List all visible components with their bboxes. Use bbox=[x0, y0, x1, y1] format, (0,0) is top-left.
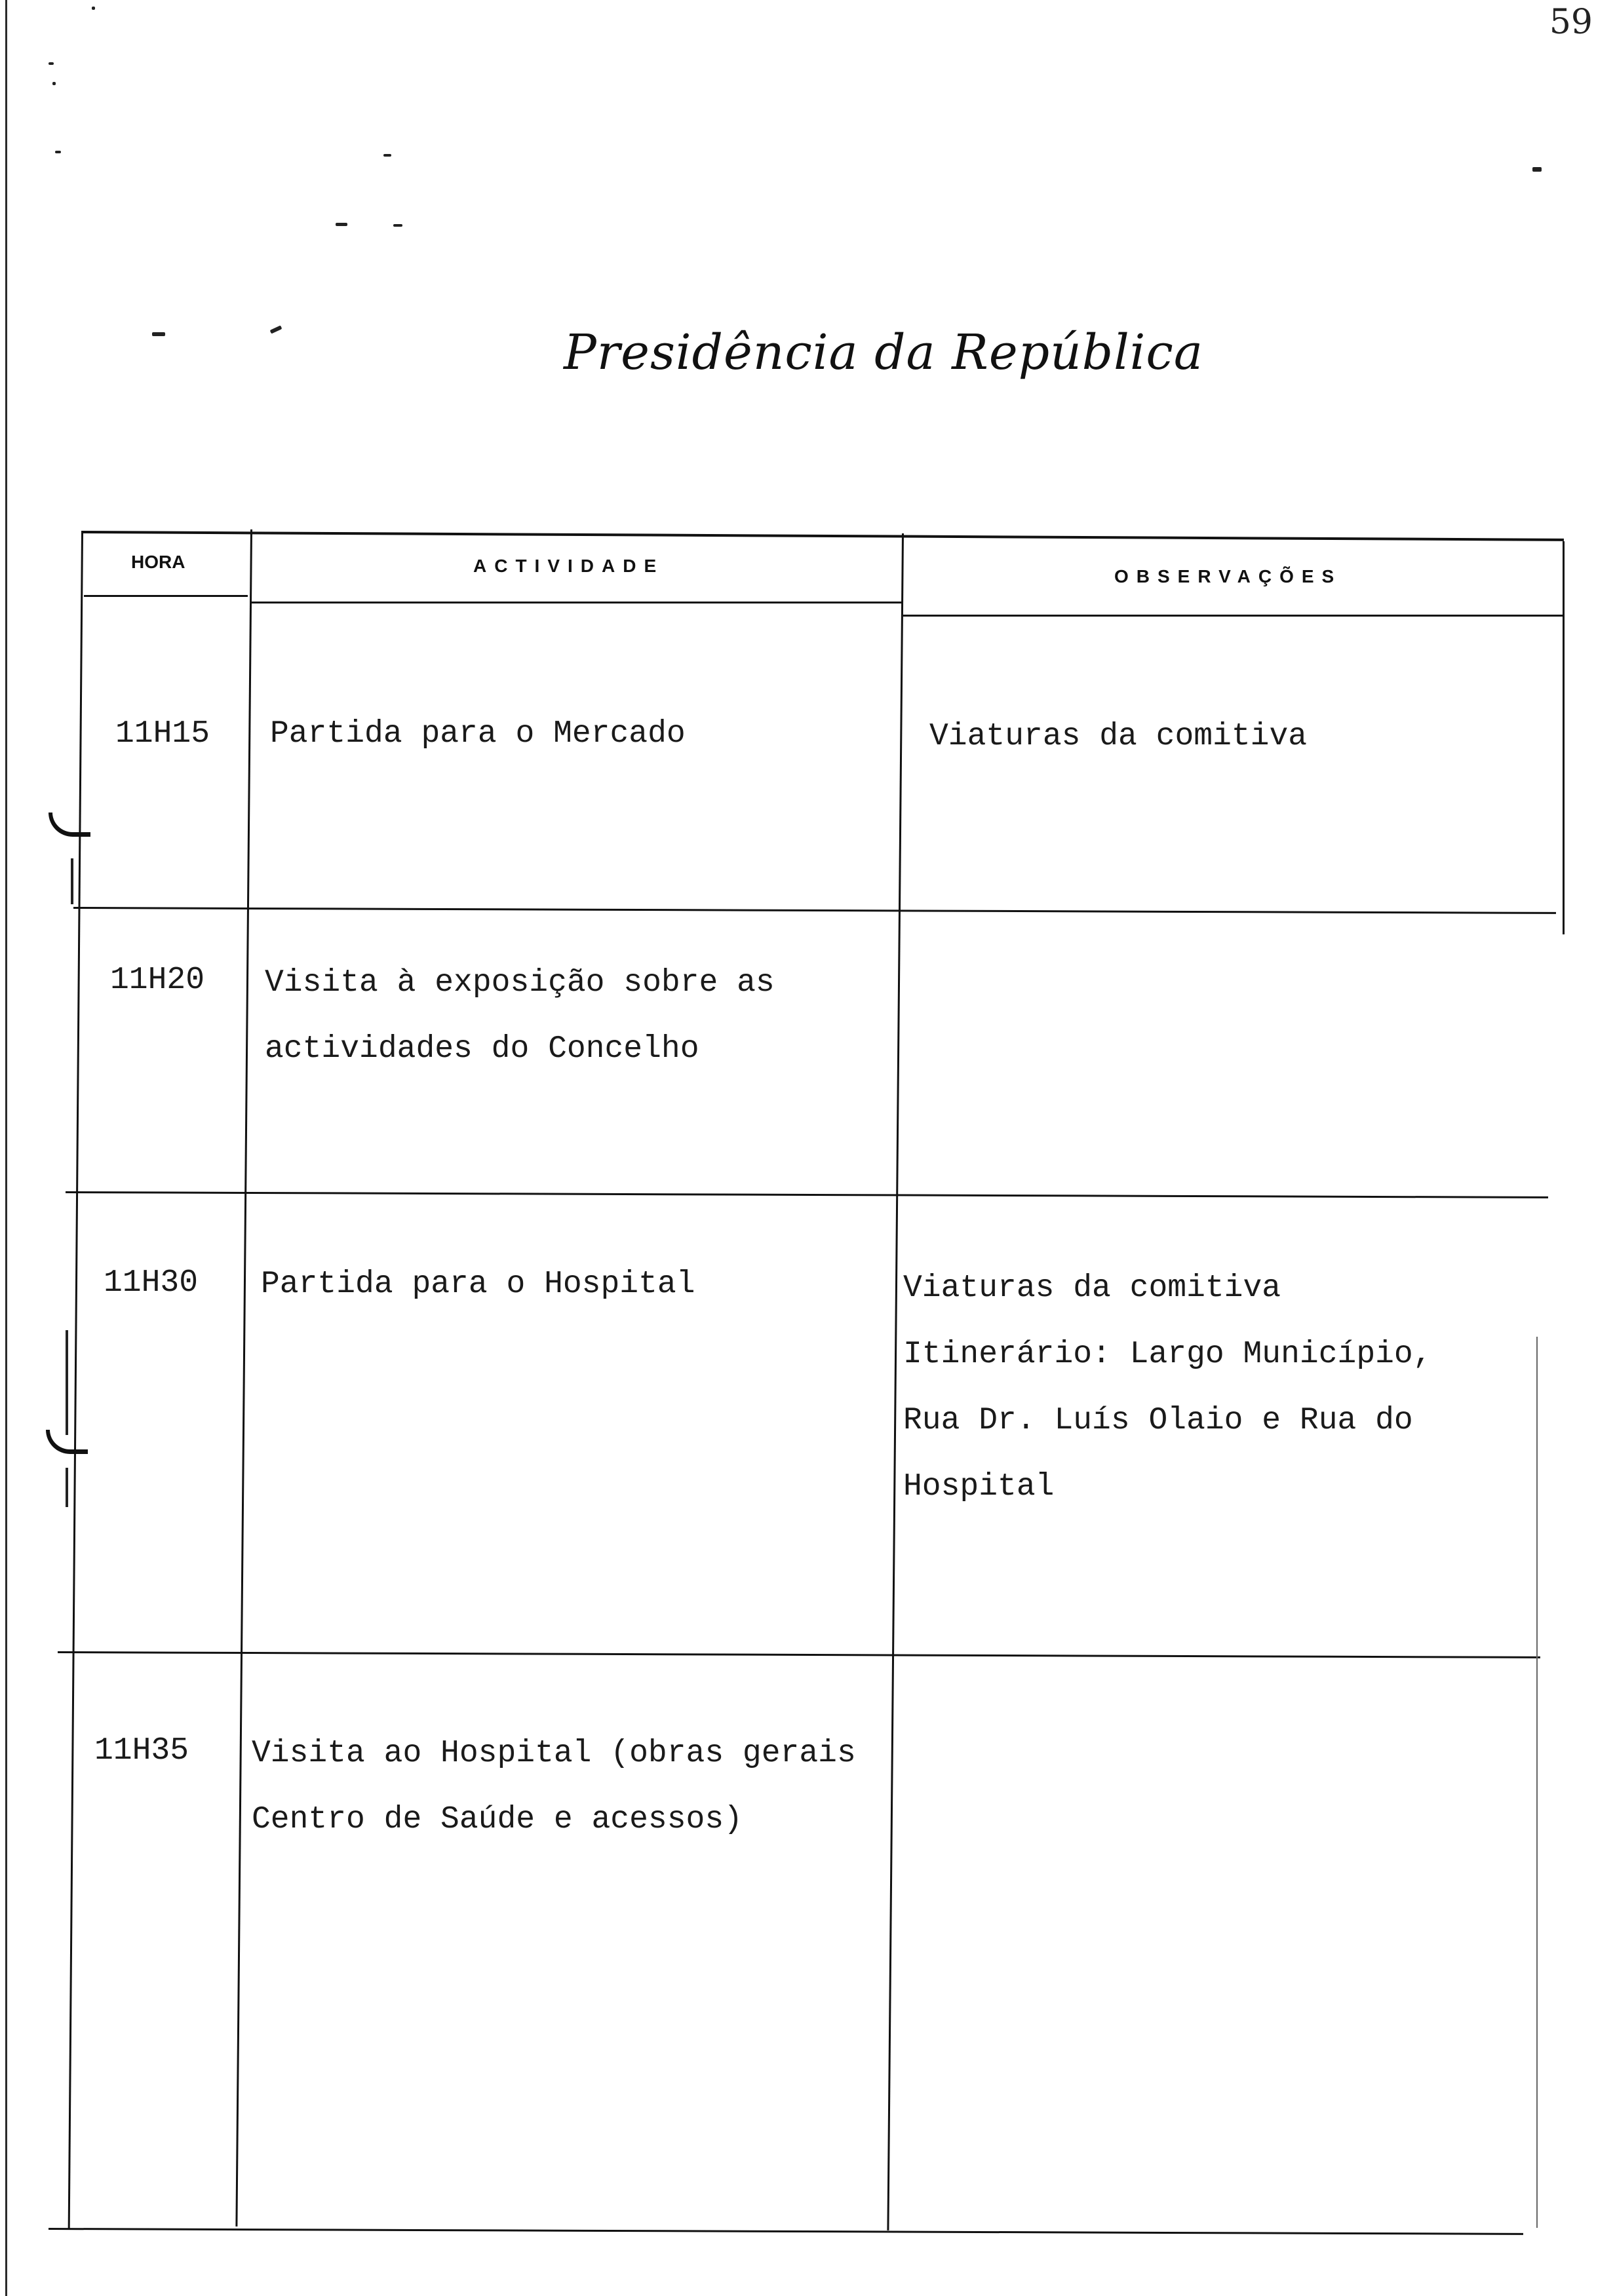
scan-edge-line bbox=[5, 0, 7, 2296]
binding-hook bbox=[49, 813, 90, 837]
row-2-activity-line-1: Visita à exposição sobre as bbox=[265, 965, 775, 1001]
scan-speck bbox=[383, 154, 391, 157]
table-top-border bbox=[81, 531, 1564, 541]
row-divider bbox=[73, 907, 1556, 914]
scan-speck bbox=[270, 325, 282, 334]
scan-speck bbox=[92, 7, 95, 10]
letterhead-title: Presidência da República bbox=[564, 324, 1203, 381]
row-3-notes-line-2: Itinerário: Largo Município, bbox=[903, 1337, 1432, 1372]
binding-line bbox=[66, 1468, 68, 1507]
row-3-notes-line-1: Viaturas da comitiva bbox=[903, 1271, 1281, 1306]
scan-speck bbox=[393, 224, 402, 227]
page-mark: 59 bbox=[1549, 3, 1593, 42]
binding-line bbox=[66, 1330, 68, 1435]
header-bottom-border bbox=[903, 615, 1564, 617]
scan-speck bbox=[49, 62, 54, 65]
scan-speck bbox=[55, 151, 61, 153]
header-bottom-border bbox=[251, 602, 903, 603]
scan-speck bbox=[336, 223, 347, 226]
scan-speck bbox=[152, 332, 165, 336]
row-2-activity-line-2: actividades do Concelho bbox=[265, 1031, 699, 1067]
column-header-observacoes: OBSERVAÇÕES bbox=[1114, 566, 1342, 586]
row-2-time: 11H20 bbox=[110, 963, 205, 998]
row-1-notes-line-1: Viaturas da comitiva bbox=[929, 719, 1308, 754]
binding-line bbox=[71, 858, 73, 904]
column-divider bbox=[887, 533, 904, 2230]
header-bottom-border bbox=[84, 595, 248, 597]
column-divider bbox=[235, 529, 252, 2227]
row-divider bbox=[58, 1651, 1540, 1658]
column-header-hora: HORA bbox=[131, 552, 185, 572]
row-divider bbox=[66, 1191, 1548, 1198]
row-3-activity-line-1: Partida para o Hospital bbox=[261, 1267, 695, 1302]
table-right-border-faint bbox=[1536, 1337, 1538, 2228]
row-3-notes-line-3: Rua Dr. Luís Olaio e Rua do bbox=[903, 1403, 1413, 1438]
row-1-time: 11H15 bbox=[115, 716, 210, 752]
scan-speck bbox=[52, 82, 56, 85]
row-4-time: 11H35 bbox=[94, 1733, 189, 1769]
row-1-activity-line-1: Partida para o Mercado bbox=[270, 716, 686, 752]
column-header-actividade: ACTIVIDADE bbox=[473, 556, 665, 576]
table-right-border bbox=[1563, 541, 1565, 934]
row-3-time: 11H30 bbox=[104, 1265, 199, 1301]
row-4-activity-line-2: Centro de Saúde e acessos) bbox=[252, 1802, 743, 1837]
row-4-activity-line-1: Visita ao Hospital (obras gerais bbox=[252, 1736, 856, 1771]
table-left-border bbox=[68, 532, 83, 2229]
row-3-notes-line-4: Hospital bbox=[903, 1469, 1055, 1504]
table-bottom-border bbox=[49, 2228, 1523, 2235]
scan-speck bbox=[1532, 167, 1542, 172]
